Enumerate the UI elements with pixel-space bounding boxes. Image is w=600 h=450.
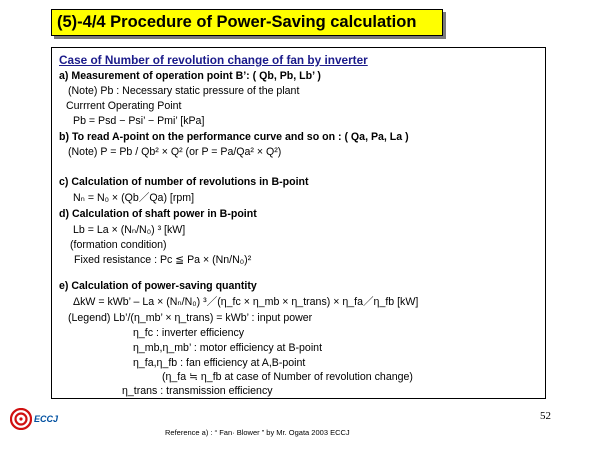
step-d-heading: d) Calculation of shaft power in B-point bbox=[59, 208, 257, 220]
step-c-heading: c) Calculation of number of revolutions in B-point bbox=[59, 176, 309, 188]
step-b-heading: b) To read A-point on the performance curve and so on : ( Qa, Pa, La ) bbox=[59, 131, 409, 143]
step-b-note: (Note) P = Pb / Qb² × Q² (or P = Pa/Qa² × Q²) bbox=[68, 146, 282, 158]
legend-transmission-efficiency: η_trans : transmission efficiency bbox=[122, 385, 273, 397]
reference-note: Reference a) : “ Fan· Blower ” by Mr. Ogata 2003 ECCJ bbox=[165, 428, 350, 437]
delta-kw-formula: ΔkW = kWb’ – La × (Nₙ/N₀) ³／(η_fc × η_mb × η_trans) × η_fa／η_fb [kW] bbox=[73, 296, 419, 308]
formation-condition-label: (formation condition) bbox=[70, 239, 167, 251]
step-a-heading: a) Measurement of operation point B’: ( Qb, Pb, Lb’ ) bbox=[59, 70, 321, 82]
content-box bbox=[51, 47, 546, 399]
pb-formula: Pb = Psd − Psi’ − Pmi’ [kPa] bbox=[73, 115, 205, 127]
current-operating-point-label: Currrent Operating Point bbox=[66, 100, 182, 112]
legend-fan-efficiency-note: (η_fa ≒ η_fb at case of Number of revolution change) bbox=[162, 371, 413, 383]
legend-inverter-efficiency: η_fc : inverter efficiency bbox=[133, 327, 245, 339]
legend-line: (Legend) Lb’/(η_mb’ × η_trans) = kWb’ : input power bbox=[68, 312, 313, 324]
page-number: 52 bbox=[540, 410, 551, 422]
section-header: Case of Number of revolution change of fan by inverter bbox=[59, 53, 368, 67]
eccj-logo-icon bbox=[10, 408, 32, 430]
fixed-resistance-formula: Fixed resistance : Pc ≦ Pa × (Nn/N₀)² bbox=[74, 254, 252, 266]
nn-formula: Nₙ = N₀ × (Qb／Qa) [rpm] bbox=[73, 192, 195, 204]
legend-motor-efficiency: η_mb,η_mb’ : motor efficiency at B-point bbox=[133, 342, 323, 354]
step-e-heading: e) Calculation of power-saving quantity bbox=[59, 280, 257, 292]
page-title: (5)-4/4 Procedure of Power-Saving calculation bbox=[51, 9, 443, 36]
step-a-note: (Note) Pb : Necessary static pressure of the plant bbox=[68, 85, 300, 97]
eccj-logo-text: ECCJ bbox=[34, 414, 59, 424]
lb-formula: Lb = La × (Nₙ/N₀) ³ [kW] bbox=[73, 224, 186, 236]
legend-fan-efficiency: η_fa,η_fb : fan efficiency at A,B-point bbox=[133, 357, 306, 369]
